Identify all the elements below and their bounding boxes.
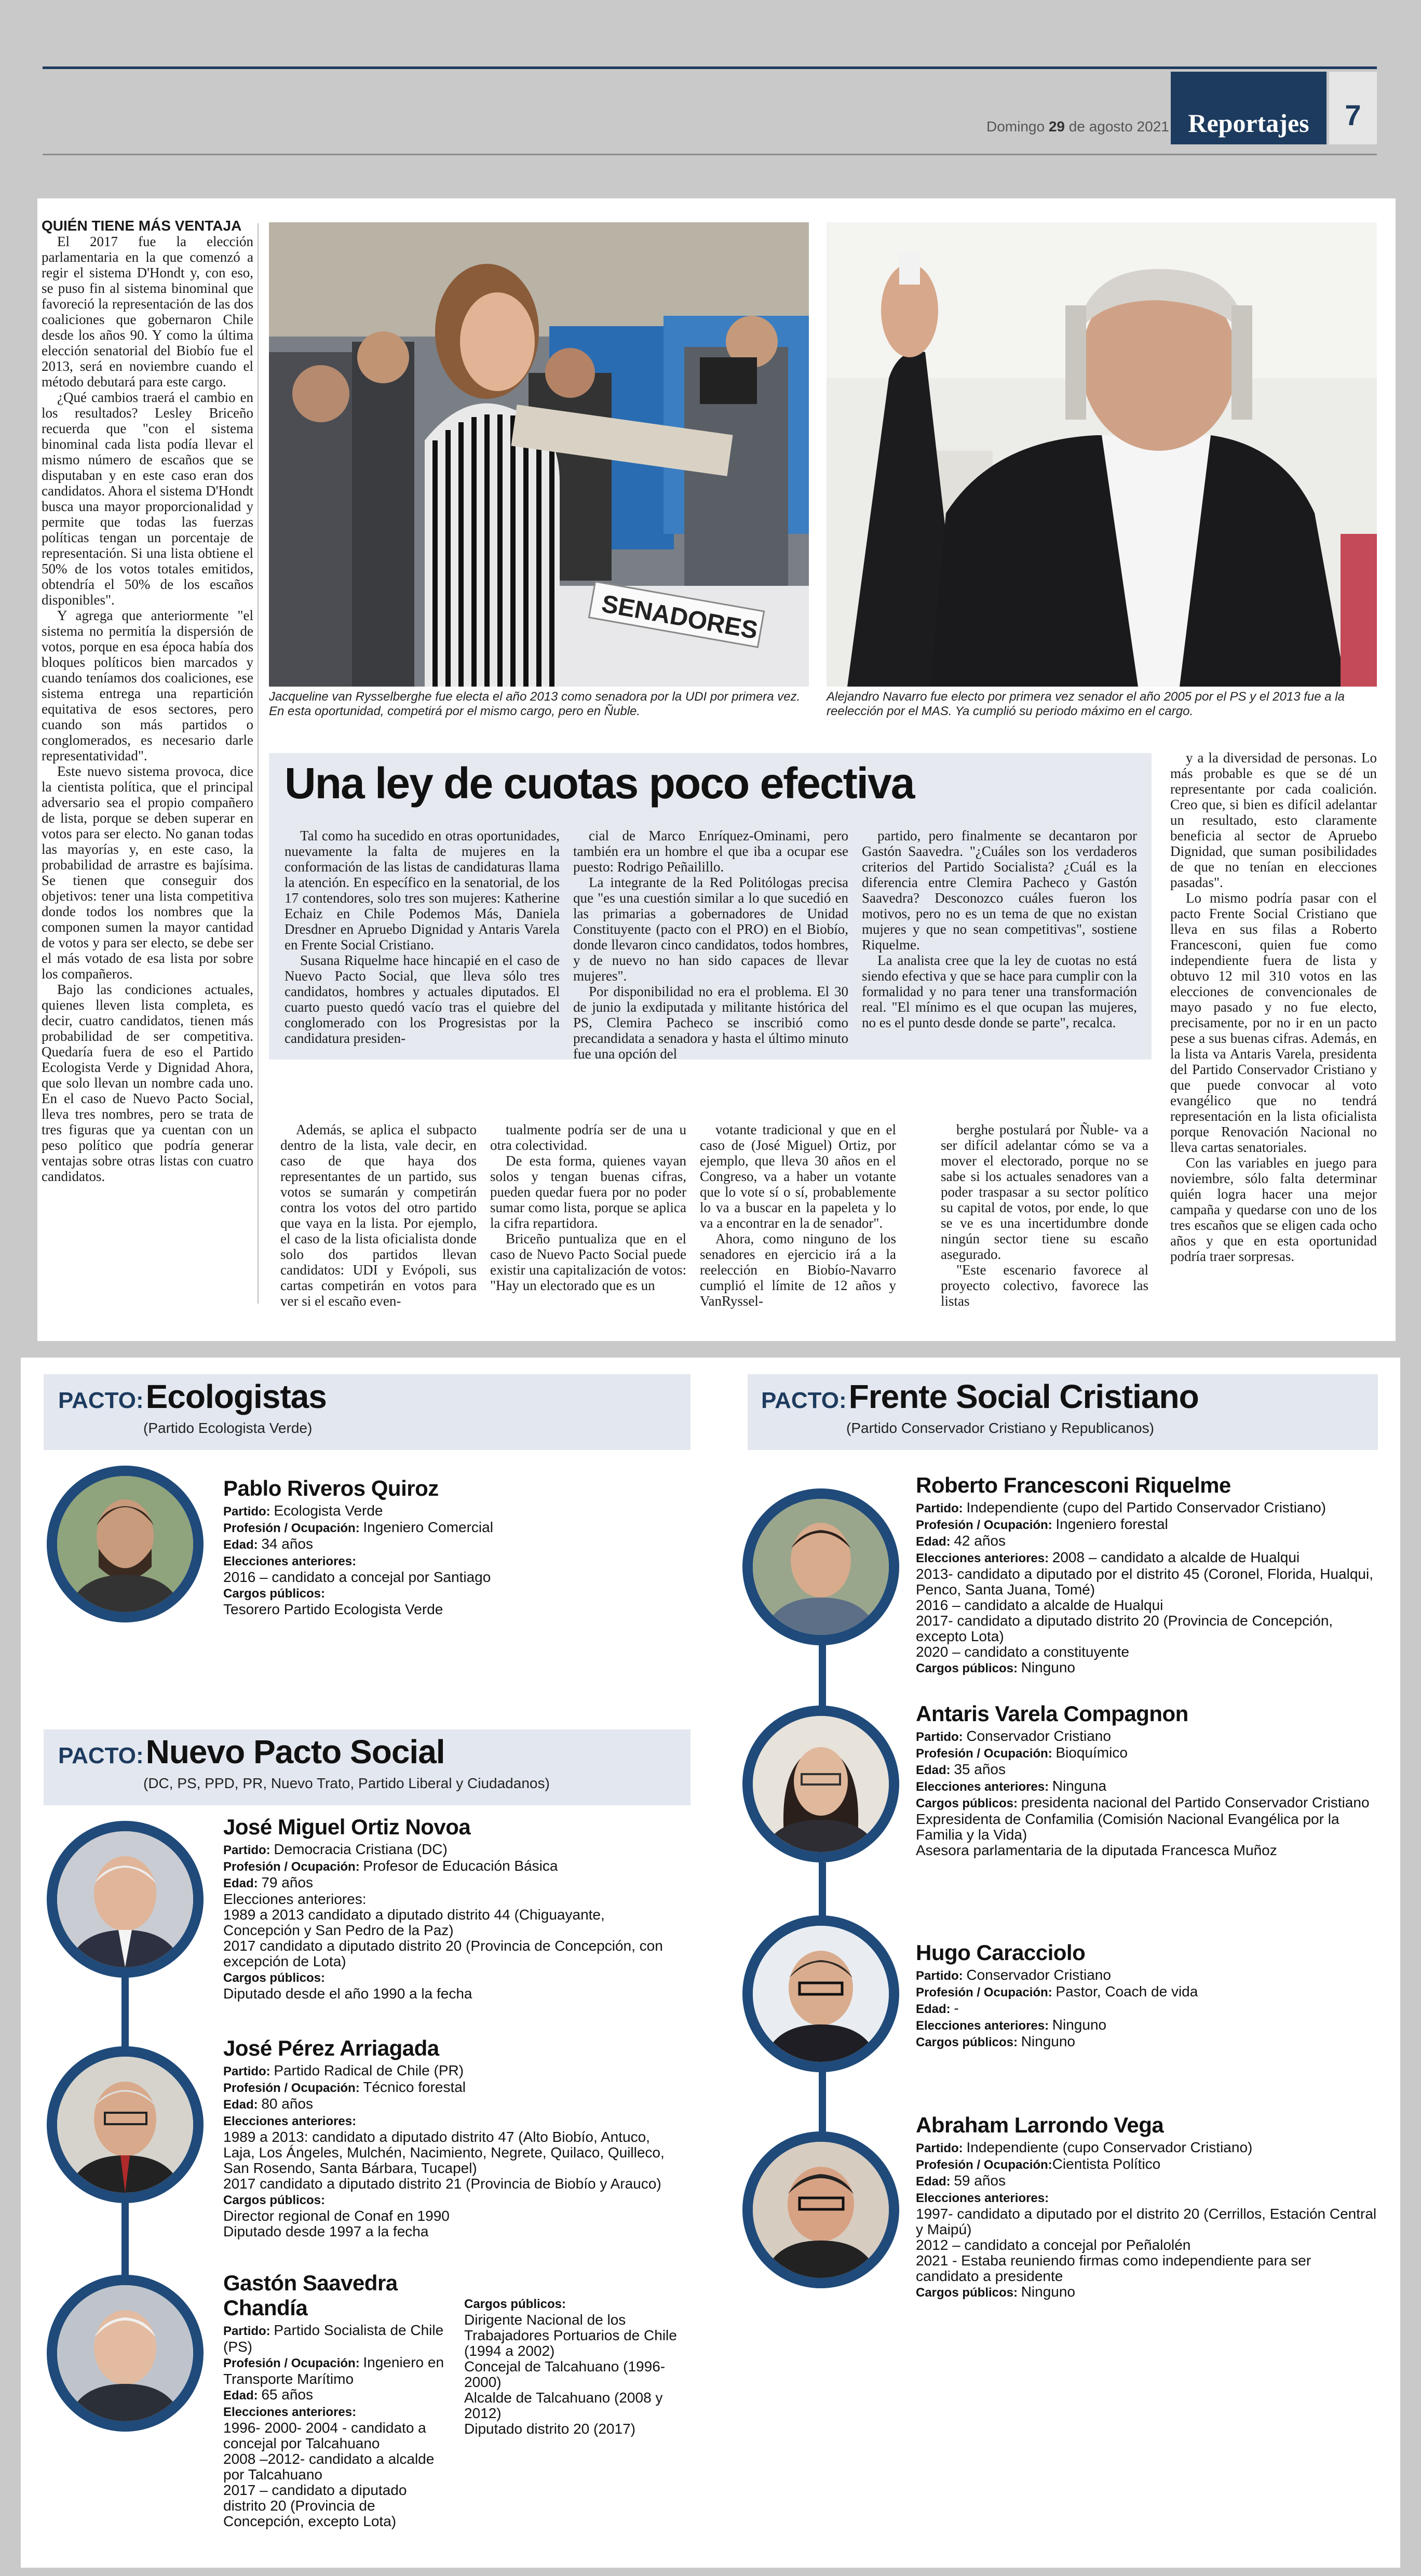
candidate-name: Antaris Varela Compagnon xyxy=(916,1701,1188,1726)
candidate-detail xyxy=(916,1500,1378,1517)
candidate-detail xyxy=(916,1660,1378,1676)
detail-value: 59 años xyxy=(954,2172,1006,2189)
detail-label: Cargos públicos: xyxy=(916,1796,1021,1810)
detail-label: Cargos públicos: xyxy=(223,1587,326,1601)
candidate-detail xyxy=(223,1938,680,1969)
right-paragraph: Con las variables en juego para noviembre, sólo falta determinar quién logra hacer una mejor campaña y quedarse con uno de los tres escaños que se eligen cada ocho años y que en esta oportunidad podría traer sorpresas. xyxy=(1170,1155,1377,1264)
avatar-francesconi xyxy=(742,1488,899,1645)
lead-paragraph: La integrante de la Red Politólogas precisa que "es una cuestión similar a lo que sucedió en las primarias a gobernadores de Unidad Constituyente (pacto con el PRO) en el Biobío, donde llevaron cinco candidatos, todos hombres, y de nuevo no han sido capaces de llevar mujeres". xyxy=(573,875,848,984)
timeline-connector xyxy=(819,2070,826,2138)
detail-label: Partido: xyxy=(223,1505,274,1519)
detail-label: Elecciones anteriores: xyxy=(916,2019,1052,2033)
detail-value: Dirigente Nacional de los Trabajadores Portuarios de Chile (1994 a 2002) xyxy=(464,2312,677,2359)
sidebar-paragraph: Este nuevo sistema provoca, dice la cientista política, que el principal adversario sea el propio compañero de lista, porque se deben superar en votos para ser electo. No ganan todas las mayorías y, en este caso, la probabilidad de arrastre es bajísima. Se tienen que conseguir dos objetivos: tener una lista competitiva donde todos los nombres que la componen sumen la mayor cantidad de votos y para ser electo, se debe ser el más votado de esa lista por sobre los compañeros. xyxy=(42,763,253,982)
detail-label: Profesión / Ocupación: xyxy=(223,1521,363,1535)
body-column-2 xyxy=(490,1122,686,1293)
detail-value: Asesora parlamentaria de la diputada Francesca Muñoz xyxy=(916,1842,1277,1858)
candidate-detail xyxy=(223,2129,680,2176)
lead-column-2 xyxy=(573,828,848,1062)
candidate-varela xyxy=(916,1701,1378,1858)
body-paragraph: berghe postulará por Ñuble- va a ser difícil adelantar cómo se va a mover el electorado, porque no se sabe si los actuales senadores van a poder traspasar a su sector político su capital de votos, por ende, lo que se ve es una incertidumbre donde ningún sector tiene su escaño asegurado. xyxy=(941,1122,1148,1262)
detail-value: Diputado desde el año 1990 a la fecha xyxy=(223,1985,472,2002)
candidate-detail xyxy=(223,2176,680,2192)
candidate-detail xyxy=(916,1812,1378,1843)
pact-heading-frente xyxy=(761,1377,1199,1416)
detail-value: 2016 – candidato a concejal por Santiago xyxy=(223,1569,491,1585)
candidate-detail xyxy=(916,2190,1378,2206)
detail-value: Director regional de Conaf en 1990 xyxy=(223,2208,450,2224)
detail-value: Pastor, Coach de vida xyxy=(1055,1983,1198,2000)
detail-label: Elecciones anteriores: xyxy=(916,2191,1049,2205)
detail-label: Partido: xyxy=(916,1501,967,1515)
detail-label: Profesión / Ocupación: xyxy=(916,1518,1056,1532)
pact-name: Nuevo Pacto Social xyxy=(145,1733,445,1770)
detail-value: Elecciones anteriores: xyxy=(223,1891,367,1907)
issue-date: Domingo 29 de agosto 2021 xyxy=(986,118,1169,135)
section-title: Reportajes xyxy=(1171,72,1327,144)
lead-paragraph: La analista cree que la ley de cuotas no está siendo efectiva y que se hace para cumplir con la formalidad y no para tener una transformación real. "El mínimo es el que ocupan las mujeres, no es el punto desde donde se parte", recalca. xyxy=(862,952,1138,1030)
detail-value: Concejal de Talcahuano (1996-2000) xyxy=(464,2358,666,2390)
candidate-detail xyxy=(223,1875,680,1891)
detail-value: Ecologista Verde xyxy=(274,1502,383,1519)
detail-label: Cargos públicos: xyxy=(916,2035,1021,2049)
detail-label: Profesión / Ocupación: xyxy=(916,1747,1056,1761)
candidate-saavedra-cargos xyxy=(464,2296,693,2437)
candidate-detail xyxy=(916,1762,1378,1778)
sidebar-column xyxy=(42,218,253,1184)
pact-label: PACTO: xyxy=(58,1388,144,1413)
candidate-detail xyxy=(223,1858,680,1875)
detail-label: Partido: xyxy=(223,2064,274,2078)
candidate-detail xyxy=(223,1569,680,1585)
photo-van-rysselberghe xyxy=(269,222,809,687)
candidate-detail xyxy=(916,2173,1378,2190)
pact-name: Ecologistas xyxy=(145,1378,327,1415)
candidate-detail xyxy=(464,2390,693,2421)
detail-value: Conservador Cristiano xyxy=(966,1728,1111,1744)
detail-label: Edad: xyxy=(916,1763,954,1777)
detail-value: Profesor de Educación Básica xyxy=(363,1858,558,1874)
sidebar-kicker: QUIÉN TIENE MÁS VENTAJA xyxy=(42,218,242,234)
candidate-detail xyxy=(916,1984,1378,2001)
detail-value: 2017 candidato a diputado distrito 20 (Provincia de Concepción, con excepción de Lota) xyxy=(223,1938,663,1969)
detail-label: Profesión / Ocupación: xyxy=(916,2158,1052,2172)
detail-value: 42 años xyxy=(954,1533,1006,1549)
candidate-detail xyxy=(916,2253,1378,2284)
candidate-name: Roberto Francesconi Riquelme xyxy=(916,1473,1231,1497)
body-column-1 xyxy=(280,1122,477,1309)
candidate-detail xyxy=(464,2312,693,2359)
detail-value: 1989 a 2013: candidato a diputado distrito 47 (Alto Biobío, Antuco, Laja, Los Ángeles, Mulchén, Nacimiento, Negrete, Quilaco, Quilleco, San Rosendo, Santa Bárbara, Tucapel) xyxy=(223,2129,665,2176)
detail-label: Edad: xyxy=(916,1535,954,1549)
candidate-detail xyxy=(916,2140,1378,2156)
photo-navarro xyxy=(827,222,1377,687)
candidate-detail xyxy=(223,1969,680,1986)
pact-label: PACTO: xyxy=(58,1743,144,1768)
detail-value: 2012 – candidato a concejal por Peñalolén xyxy=(916,2237,1191,2253)
candidate-riveros xyxy=(223,1476,680,1617)
candidate-ortiz xyxy=(223,1815,680,2002)
candidate-name: Abraham Larrondo Vega xyxy=(916,2113,1164,2137)
detail-value: 35 años xyxy=(954,1761,1006,1777)
candidate-detail xyxy=(916,1745,1378,1762)
detail-label: Cargos públicos: xyxy=(223,1971,326,1985)
caption-right: Alejandro Navarro fue electo por primera vez senador el año 2005 por el PS y el 2013 fue a la reelección por el MAS. Ya cumplió su periodo máximo en el cargo. xyxy=(827,690,1345,718)
detail-value: 2008 –2012- candidato a alcalde por Talcahuano xyxy=(223,2451,435,2483)
candidate-name: Hugo Caracciolo xyxy=(916,1940,1086,1965)
detail-label: Edad: xyxy=(223,1538,262,1552)
detail-value: 65 años xyxy=(261,2386,313,2403)
lead-paragraph: Por disponibilidad no era el problema. El 30 de junio la exdiputada y militante histórica del PS, Clemira Pacheco se inscribió como precandidata a senadora y hasta el último minuto fue una opción del xyxy=(573,984,848,1062)
detail-value: Ninguno xyxy=(1021,1659,1075,1675)
timeline-connector xyxy=(819,1862,826,1920)
detail-value: Ingeniero en Transporte Marítimo xyxy=(223,2354,444,2387)
detail-value: 2021 - Estaba reuniendo firmas como independiente para ser candidato a presidente xyxy=(916,2252,1311,2284)
candidate-detail xyxy=(223,1842,680,1858)
sidebar-paragraph: El 2017 fue la elección parlamentaria en la que comenzó a regir el sistema D'Hondt y, con eso, se puso fin al sistema binominal que favoreció la representación de las dos coaliciones que gobernaron Chile desde los años 90. Y como la última elección senatorial del Biobío fue el 2013, será en noviembre cuando el método debutará para este cargo. xyxy=(42,234,253,390)
candidate-detail xyxy=(223,2420,452,2451)
avatar-saavedra xyxy=(47,2275,204,2432)
candidate-detail xyxy=(223,1536,680,1553)
body-paragraph: Además, se aplica el subpacto dentro de la lista, vale decir, en caso de que haya dos representantes de un partido, sus votos se sumarán y competirán contra los votos del otro partido que vaya en la lista. Por ejemplo, el caso de la lista oficialista donde solo dos partidos llevan candidatos: UDI y Evópoli, sus cartas competirán en votos para ver si el escaño even- xyxy=(280,1122,477,1309)
detail-label: Edad: xyxy=(916,2175,954,2189)
lead-column-3 xyxy=(862,828,1137,1030)
candidate-name: Gastón Saavedra Chandía xyxy=(223,2271,398,2320)
candidate-detail xyxy=(223,1503,680,1520)
detail-value: 2013- candidato a diputado por el distrito 45 (Coronel, Florida, Hualqui, Penco, Santa Juana, Tomé) xyxy=(916,1566,1373,1598)
candidate-detail xyxy=(223,2208,680,2224)
detail-label: Edad: xyxy=(916,2002,954,2016)
lead-paragraph: cial de Marco Enríquez-Ominami, pero también era un hombre el que iba a ocupar ese puesto: Rodrigo Peñailillo. xyxy=(573,828,848,875)
avatar-larrondo xyxy=(742,2131,899,2288)
detail-value: Conservador Cristiano xyxy=(966,1967,1111,1983)
detail-value: Democracia Cristiana (DC) xyxy=(274,1841,448,1857)
candidate-detail xyxy=(916,1517,1378,1533)
candidate-detail xyxy=(916,2034,1378,2050)
avatar-varela xyxy=(742,1706,899,1862)
detail-label: Cargos públicos: xyxy=(223,2193,326,2207)
detail-value: 2017 – candidato a diputado distrito 20 (Provincia de Concepción, excepto Lota) xyxy=(223,2482,407,2529)
pact-heading-nuevo xyxy=(58,1733,445,1771)
right-paragraph: Lo mismo podría pasar con el pacto Frente Social Cristiano que lleva en sus filas a Roberto Francesconi, quien fue como independiente fuera de lista y obtuvo 12 mil 310 votos en las elecciones de convencionales de mayo pasado y no fue electo, precisamente, por no ir en un pacto pese a sus buenas cifras. Además, en la lista va Antaris Varela, presidenta del Partido Conservador Cristiano y que puede convocar al voto evangélico que no tendrá representación en la lista oficialista porque Renovación Nacional no lleva cartas senatoriales. xyxy=(1170,890,1377,1155)
candidate-detail xyxy=(916,2156,1378,2173)
candidate-detail xyxy=(223,2063,680,2079)
candidate-detail xyxy=(223,2404,452,2420)
avatar-riveros xyxy=(47,1466,204,1622)
detail-value: 80 años xyxy=(261,2096,313,2112)
detail-label: Partido: xyxy=(916,1730,967,1744)
detail-label: Edad: xyxy=(223,2098,262,2112)
candidate-detail xyxy=(223,2192,680,2208)
candidate-detail xyxy=(223,1907,680,1938)
detail-label: Edad: xyxy=(223,1876,262,1890)
detail-label: Edad: xyxy=(223,2389,262,2403)
candidate-detail xyxy=(223,2323,452,2355)
header-rule-bottom xyxy=(43,154,1377,155)
candidate-detail xyxy=(223,1602,680,1617)
candidate-detail xyxy=(223,1986,680,2002)
detail-value: Cientista Político xyxy=(1052,2156,1161,2172)
candidate-detail xyxy=(464,2421,693,2437)
body-paragraph: "Este escenario favorece al proyecto colectivo, favorece las listas xyxy=(941,1262,1148,1309)
lead-column-1 xyxy=(285,828,560,1046)
page-number: 7 xyxy=(1329,72,1377,144)
candidate-name: José Pérez Arriagada xyxy=(223,2036,439,2060)
timeline-connector xyxy=(121,2202,129,2285)
candidate-detail xyxy=(916,1728,1378,1745)
candidate-perez xyxy=(223,2036,680,2239)
detail-label: Partido: xyxy=(223,1843,274,1857)
detail-value: Alcalde de Talcahuano (2008 y 2012) xyxy=(464,2390,663,2421)
candidate-larrondo xyxy=(916,2113,1378,2301)
detail-label: Elecciones anteriores: xyxy=(916,1551,1052,1565)
pact-subtitle: (Partido Ecologista Verde) xyxy=(143,1420,313,1436)
candidate-detail xyxy=(223,2224,680,2239)
detail-value: Independiente (cupo Conservador Cristiano) xyxy=(966,2139,1253,2155)
pact-label: PACTO: xyxy=(761,1388,847,1413)
pact-heading-ecologistas xyxy=(58,1377,327,1416)
candidate-detail xyxy=(223,1553,680,1569)
detail-value: 2020 – candidato a constituyente xyxy=(916,1644,1129,1660)
detail-value: Técnico forestal xyxy=(363,2079,466,2095)
detail-label: Partido: xyxy=(916,2141,967,2155)
candidate-detail xyxy=(464,2359,693,2390)
body-column-4 xyxy=(941,1122,1148,1309)
lead-paragraph: Tal como ha sucedido en otras oportunidades, nuevamente la falta de mujeres en la conformación de las listas de candidaturas llama la atención. En específico en la senatorial, de los 17 contendores, solo tres son mujeres: Katherine Echaiz en Chile Podemos Más, Daniela Dresdner en Apruebo Dignidad y Antaris Varela en Frente Social Cristiano. xyxy=(285,828,560,952)
detail-label: Cargos públicos: xyxy=(916,2286,1021,2300)
detail-value: Ninguno xyxy=(1021,2033,1075,2049)
detail-label: Cargos públicos: xyxy=(916,1661,1021,1675)
candidate-caracciolo xyxy=(916,1940,1378,2050)
detail-value: Diputado distrito 20 (2017) xyxy=(464,2421,635,2437)
detail-value: Partido Socialista de Chile (PS) xyxy=(223,2322,444,2355)
detail-value: Ninguno xyxy=(1021,2284,1075,2300)
detail-value: 1996- 2000- 2004 - candidato a concejal por Talcahuano xyxy=(223,2420,426,2451)
avatar-perez xyxy=(47,2046,204,2203)
candidate-name: Pablo Riveros Quiroz xyxy=(223,1476,439,1500)
detail-label: Elecciones anteriores: xyxy=(916,1780,1052,1794)
right-paragraph: y a la diversidad de personas. Lo más probable es que se dé un representante por cada coalición. Creo que, si bien es difícil adelantar un resultado, esto claramente beneficia al sector de Apruebo Dignidad, que suman posibilidades de que no tenían en elecciones pasadas". xyxy=(1170,750,1377,890)
detail-value: Diputado desde 1997 a la fecha xyxy=(223,2223,429,2239)
candidate-detail xyxy=(916,2237,1378,2253)
candidate-name: José Miguel Ortiz Novoa xyxy=(223,1815,471,1839)
body-paragraph: tualmente podría ser de una u otra colectividad. xyxy=(490,1122,686,1153)
body-paragraph: Briceño puntualiza que en el caso de Nuevo Pacto Social puede existir una capitalización de votos: "Hay un electorado que es un xyxy=(490,1231,686,1293)
avatar-caracciolo xyxy=(742,1915,899,2072)
detail-label: Profesión / Ocupación: xyxy=(223,2081,363,2095)
pact-subtitle: (DC, PS, PPD, PR, Nuevo Trato, Partido Liberal y Ciudadanos) xyxy=(143,1775,550,1791)
candidate-detail xyxy=(916,1613,1378,1644)
candidate-detail xyxy=(223,2387,452,2404)
candidate-detail xyxy=(223,2451,452,2483)
detail-value: 2016 – candidato a alcalde de Hualqui xyxy=(916,1597,1163,1613)
body-paragraph: De esta forma, quienes vayan solos y tengan buenas cifras, pueden quedar fuera por no poder sumar como lista, porque se aplica la cifra repartidora. xyxy=(490,1153,686,1231)
body-paragraph: votante tradicional y que en el caso de (José Miguel) Ortiz, por ejemplo, que lleva 30 años en el Congreso, va a haber un votante que lo vote sí o sí, probablemente lo va a buscar en la papeleta y lo va a encontrar en la de senador". xyxy=(700,1122,896,1231)
detail-value: 2017- candidato a diputado distrito 20 (Provincia de Concepción, excepto Lota) xyxy=(916,1613,1333,1644)
body-paragraph: Ahora, como ninguno de los senadores en ejercicio irá a la reelección en Biobío-Navarro cumplió el límite de 12 años y VanRyssel- xyxy=(700,1231,896,1309)
timeline-connector xyxy=(819,1639,826,1712)
detail-value: 2008 – candidato a alcalde de Hualqui xyxy=(1052,1549,1300,1565)
detail-value: 1997- candidato a diputado por el distrito 20 (Cerrillos, Estación Central y Maipú) xyxy=(916,2206,1377,2237)
candidate-detail xyxy=(916,1598,1378,1613)
detail-value: Independiente (cupo del Partido Conservador Cristiano) xyxy=(966,1499,1326,1515)
candidate-francesconi xyxy=(916,1473,1378,1676)
candidate-detail xyxy=(464,2296,693,2312)
detail-label: Profesión / Ocupación: xyxy=(223,2356,363,2370)
detail-value: 34 años xyxy=(261,1536,313,1552)
candidate-detail xyxy=(916,1566,1378,1598)
detail-value: Expresidenta de Confamilia (Comisión Nacional Evangélica por la Familia y la Vida) xyxy=(916,1811,1339,1843)
caption-left: Jacqueline van Rysselberghe fue electa el año 2013 como senadora por la UDI por primera vez. En esta oportunidad, competirá por el mismo cargo, pero en Ñuble. xyxy=(269,690,801,718)
detail-value: - xyxy=(954,2000,959,2016)
detail-value: Ingeniero forestal xyxy=(1055,1516,1168,1532)
body-column-3 xyxy=(700,1122,896,1309)
candidate-detail xyxy=(916,1644,1378,1660)
candidate-detail xyxy=(223,2113,680,2129)
candidate-detail xyxy=(916,1550,1378,1566)
detail-value: Tesorero Partido Ecologista Verde xyxy=(223,1601,443,1617)
timeline-connector xyxy=(121,1968,129,2051)
detail-label: Elecciones anteriores: xyxy=(223,2114,357,2128)
detail-label: Partido: xyxy=(223,2324,274,2338)
avatar-ortiz xyxy=(47,1821,204,1978)
candidate-detail xyxy=(916,1778,1378,1795)
detail-label: Profesión / Ocupación: xyxy=(916,1985,1056,2000)
pact-name: Frente Social Cristiano xyxy=(848,1378,1199,1415)
sidebar-paragraph: ¿Qué cambios traerá el cambio en los resultados? Lesley Briceño recuerda que "con el sistema binominal cada lista podía llevar el mismo número de escaños que se disputaban y en este caso eran dos candidatos. Ahora el sistema D'Hondt busca una mayor proporcionalidad y permite que todas las fuerzas políticas tengan un porcentaje de representación. Si una lista obtiene el 50% de los votos totales emitidos, obtendría el 50% de los escaños disponibles". xyxy=(42,390,253,608)
detail-label: Profesión / Ocupación: xyxy=(223,1860,363,1874)
detail-value: 2017 candidato a diputado distrito 21 (Provincia de Biobío y Arauco) xyxy=(223,2176,661,2192)
candidate-detail xyxy=(223,1585,680,1602)
detail-value: presidenta nacional del Partido Conservador Cristiano xyxy=(1021,1794,1370,1810)
article-headline: Una ley de cuotas poco efectiva xyxy=(285,759,914,808)
detail-value: Partido Radical de Chile (PR) xyxy=(274,2062,464,2078)
detail-label: Elecciones anteriores: xyxy=(223,2405,357,2419)
candidate-detail xyxy=(223,2355,452,2387)
sidebar-divider xyxy=(258,223,259,1304)
detail-value: Ninguno xyxy=(1052,2017,1107,2033)
candidate-detail xyxy=(916,1843,1378,1858)
candidate-detail xyxy=(223,2096,680,2113)
candidate-detail xyxy=(223,2079,680,2096)
candidate-detail xyxy=(916,1967,1378,1984)
detail-label: Cargos públicos: xyxy=(464,2297,566,2311)
detail-label: Partido: xyxy=(916,1969,967,1983)
detail-value: 1989 a 2013 candidato a diputado distrito 44 (Chiguayante, Concepción y San Pedro de la Paz) xyxy=(223,1907,605,1938)
detail-value: Bioquímico xyxy=(1055,1745,1128,1761)
candidate-detail xyxy=(223,1891,680,1907)
candidate-saavedra xyxy=(223,2271,452,2529)
candidate-detail xyxy=(916,1533,1378,1550)
pact-subtitle: (Partido Conservador Cristiano y Republicanos) xyxy=(846,1420,1154,1436)
right-column xyxy=(1170,750,1377,1264)
candidate-detail xyxy=(916,2017,1378,2034)
candidate-detail xyxy=(223,2483,452,2529)
candidate-detail xyxy=(223,1520,680,1536)
detail-value: Ingeniero Comercial xyxy=(363,1519,493,1535)
sidebar-paragraph: Bajo las condiciones actuales, quienes lleven lista completa, es decir, cuatro candidatos, tienen más probabilidad de ser competitiva. Quedaría fuera de eso el Partido Ecologista Verde y Dignidad Ahora, que solo llevan un nombre cada uno. En el caso de Nuevo Pacto Social, lleva tres nombres, pero se trata de tres figuras que ya cuentan con un peso político que podría generar ventajas sobre otras listas con cuatro candidatos. xyxy=(42,982,253,1184)
header-rule xyxy=(43,66,1377,69)
lead-paragraph: Susana Riquelme hace hincapié en el caso de Nuevo Pacto Social, que lleva sólo tres candidatos, hombres y actuales diputados. El cuarto puesto quedó vacío tras el quiebre del conglomerado con los Progresistas por la candidatura presiden- xyxy=(285,952,560,1046)
candidate-detail xyxy=(916,2284,1378,2301)
detail-label: Elecciones anteriores: xyxy=(223,1554,357,1568)
detail-value: Ninguna xyxy=(1052,1778,1107,1794)
detail-value: 79 años xyxy=(261,1874,313,1890)
candidate-detail xyxy=(916,1795,1378,1812)
lead-paragraph: partido, pero finalmente se decantaron por Gastón Saavedra. "¿Cuáles son los verdaderos criterios del Partido Socialista? ¿Cuál es la diferencia entre Clemira Pacheco y Gastón Saavedra? Desconozco cuáles fueron los motivos, pero no es un tema de que no existan mujeres y que no sean competitivas", sostiene Riquelme. xyxy=(862,828,1137,952)
ballot-box-label: SENADORES xyxy=(599,590,760,645)
sidebar-paragraph: Y agrega que anteriormente "el sistema no permitía la dispersión de votos, porque en esa época había dos bloques políticos bien marcados y cuando teníamos dos coaliciones, ese sistema entrega una repartición equitativa de esos sectores, pero cuando son más partidos o conglomerados, es necesario darle representatividad". xyxy=(42,608,253,763)
candidate-detail xyxy=(916,2001,1378,2017)
candidate-detail xyxy=(916,2206,1378,2237)
